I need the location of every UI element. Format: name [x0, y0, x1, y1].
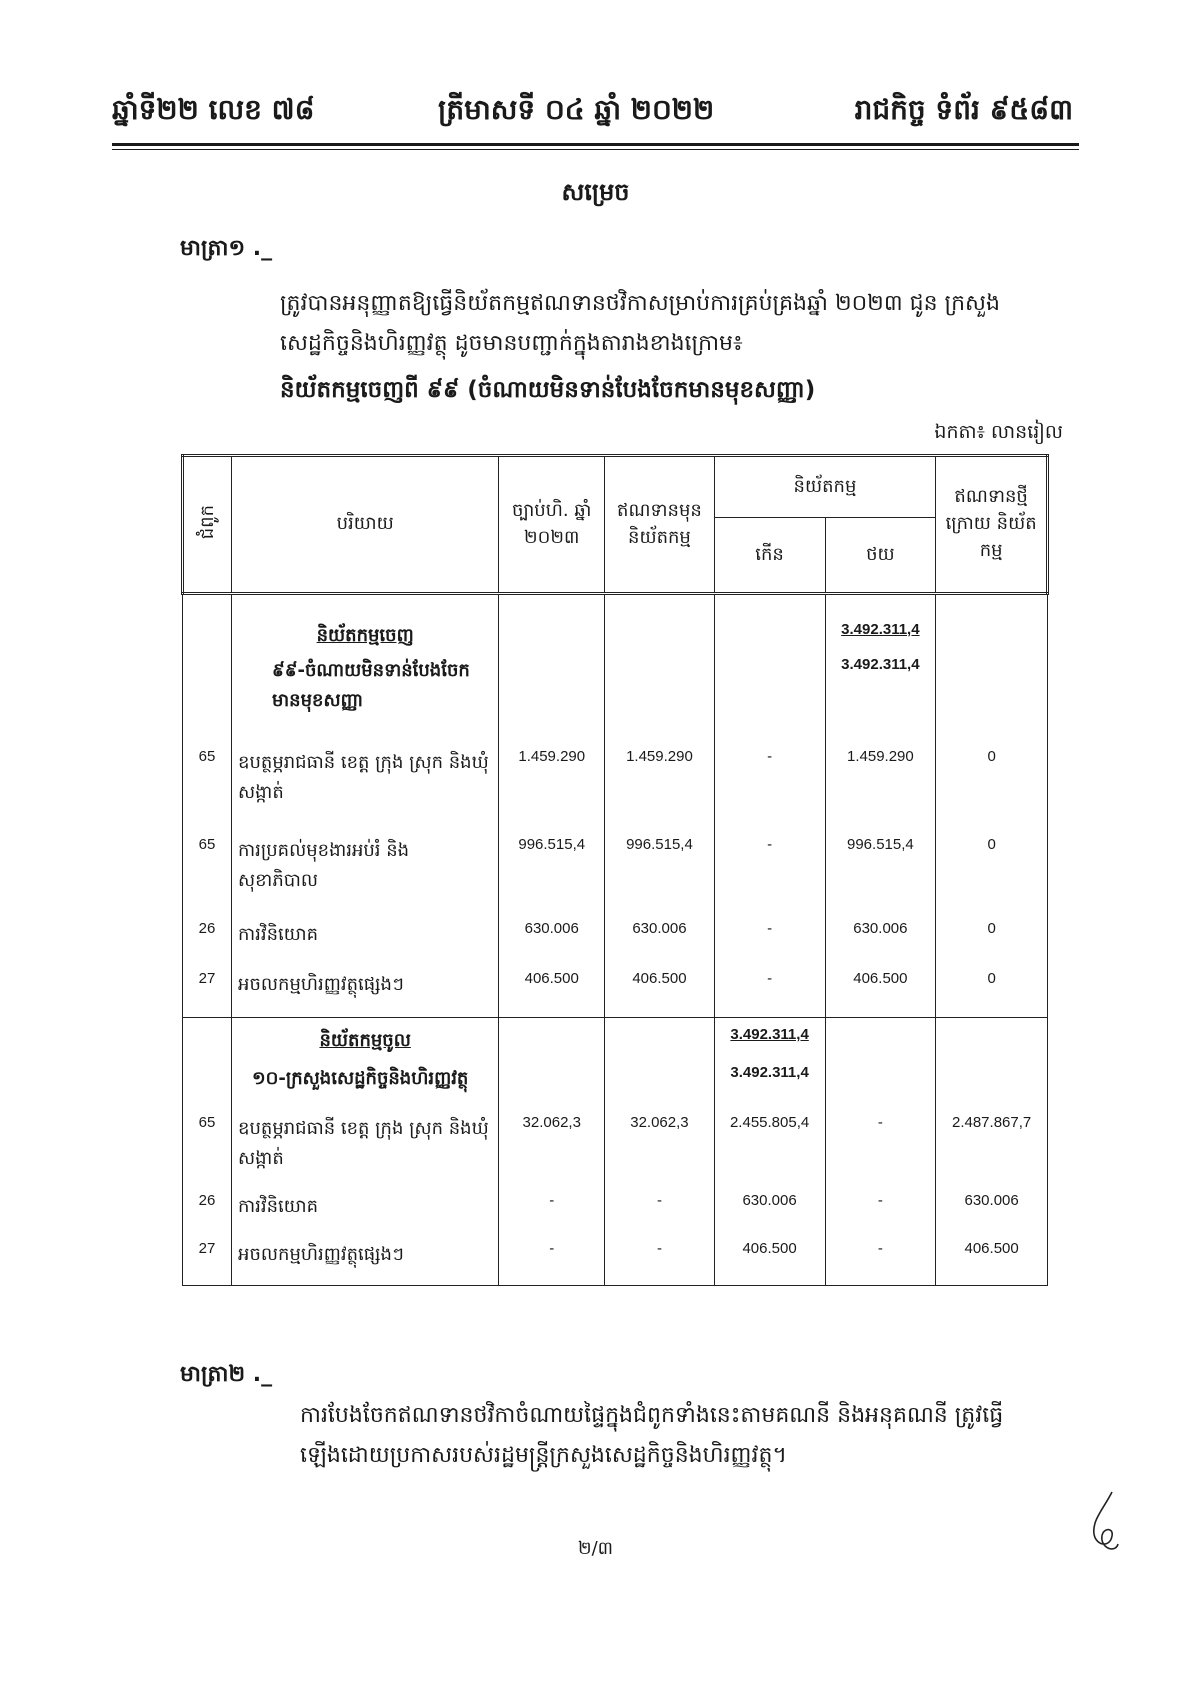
header-quarter: ត្រីមាសទី ០៤ ឆ្នាំ ២០២២ [438, 93, 715, 126]
article1-text: ត្រូវបានអនុញ្ញាតឱ្យធ្វើនិយ័តកម្មឥណទានថវិកាសម្រាប់ការគ្រប់គ្រងឆ្នាំ ២០២៣ ជូន ក្រសួងសេដ្ឋកិច្ចនិងហិរញ្ញវត្ថុ ដូចមានបញ្ជាក់ក្នុងតារាងខាងក្រោម៖ [280, 291, 1000, 356]
col-code-header: ជំពូក [183, 456, 232, 594]
table-subheading: និយ័តកម្មចេញពី ៩៩ (ចំណាយមិនទាន់បែងចែកមានមុខសញ្ញា) [280, 377, 816, 403]
adjustment-table [181, 454, 1049, 1286]
out-section [183, 594, 1048, 1018]
header-page: រាជកិច្ច ទំព័រ ៩៥៨៣ [854, 93, 1073, 126]
table-row: 65 ឧបត្ថម្ភរាជធានី ខេត្ត ក្រុង ស្រុក និងឃុំ សង្កាត់ 32.062,3 32.062,3 2.455.805,4 - 2.487.867,7 [183, 1114, 1048, 1192]
col-increase-header: កើន [714, 518, 825, 594]
header-issue: ឆ្នាំទី២២ លេខ ៧៨ [112, 93, 315, 126]
header-rule-thin [112, 149, 1079, 150]
unit-label: ឯកតា៖ លានរៀល [934, 421, 1063, 443]
col-before-header: ឥណទានមុន និយ័តកម្ម [605, 456, 715, 594]
article2-label: មាត្រា២ ._ [180, 1362, 273, 1387]
out-group-total: 3.492.311,4 [825, 656, 936, 748]
table-row: 27 អចលកម្មហិរញ្ញវត្ថុផ្សេងៗ 406.500 406.500 - 406.500 0 [183, 970, 1048, 1018]
in-group-total: 3.492.311,4 [714, 1064, 825, 1114]
col-decrease-header: ថយ [825, 518, 936, 594]
header-rule-thick [112, 143, 1079, 146]
table-row: 65 ការប្រគល់មុខងារអប់រំ និង សុខាភិបាល 996.515,4 996.515,4 - 996.515,4 0 [183, 836, 1048, 920]
in-group-title: ១០-ក្រសួងសេដ្ឋកិច្ចនិងហិរញ្ញវត្ថុ [232, 1064, 499, 1114]
in-section [183, 1018, 1048, 1286]
table-row: 27 អចលកម្មហិរញ្ញវត្ថុផ្សេងៗ - - 406.500 - 406.500 [183, 1240, 1048, 1286]
article1-label: មាត្រា១ ._ [180, 236, 273, 261]
col-budget-header: ច្បាប់ហិ. ឆ្នាំ ២០២៣ [499, 456, 605, 594]
table-row: 65 ឧបត្ថម្ភរាជធានី ខេត្ត ក្រុង ស្រុក និងឃុំ សង្កាត់ 1.459.290 1.459.290 - 1.459.290 0 [183, 748, 1048, 836]
decision-title: សម្រេច [561, 178, 630, 206]
col-after-header: ឥណទានថ្មី ក្រោយ និយ័តកម្ម [936, 456, 1048, 594]
table-row: 26 ការវិនិយោគ 630.006 630.006 - 630.006 0 [183, 920, 1048, 970]
signature-mark [1082, 1490, 1122, 1560]
article2-text: ការបែងចែកឥណទានថវិកាចំណាយផ្ទៃក្នុងជំពូកទាំងនេះតាមគណនី និងអនុគណនី ត្រូវធ្វើឡើងដោយប្រកាសរបស់រដ្ឋមន្ត្រីក្រសួងសេដ្ឋកិច្ចនិងហិរញ្ញវត្ថុ។ [300, 1403, 1004, 1468]
col-adjust-header: និយ័តកម្ម [714, 456, 936, 518]
page-number: ២/៣ [577, 1538, 614, 1559]
out-group-title: ៩៩-ចំណាយមិនទាន់បែងចែក មានមុខសញ្ញា [232, 656, 499, 748]
out-section-total: 3.492.311,4 [825, 594, 936, 656]
table-row: 26 ការវិនិយោគ - - 630.006 - 630.006 [183, 1192, 1048, 1240]
in-section-title: និយ័តកម្មចូល [232, 1018, 499, 1064]
in-section-total: 3.492.311,4 [714, 1018, 825, 1064]
out-section-title: និយ័តកម្មចេញ [232, 594, 499, 656]
col-desc-header: បរិយាយ [232, 456, 499, 594]
